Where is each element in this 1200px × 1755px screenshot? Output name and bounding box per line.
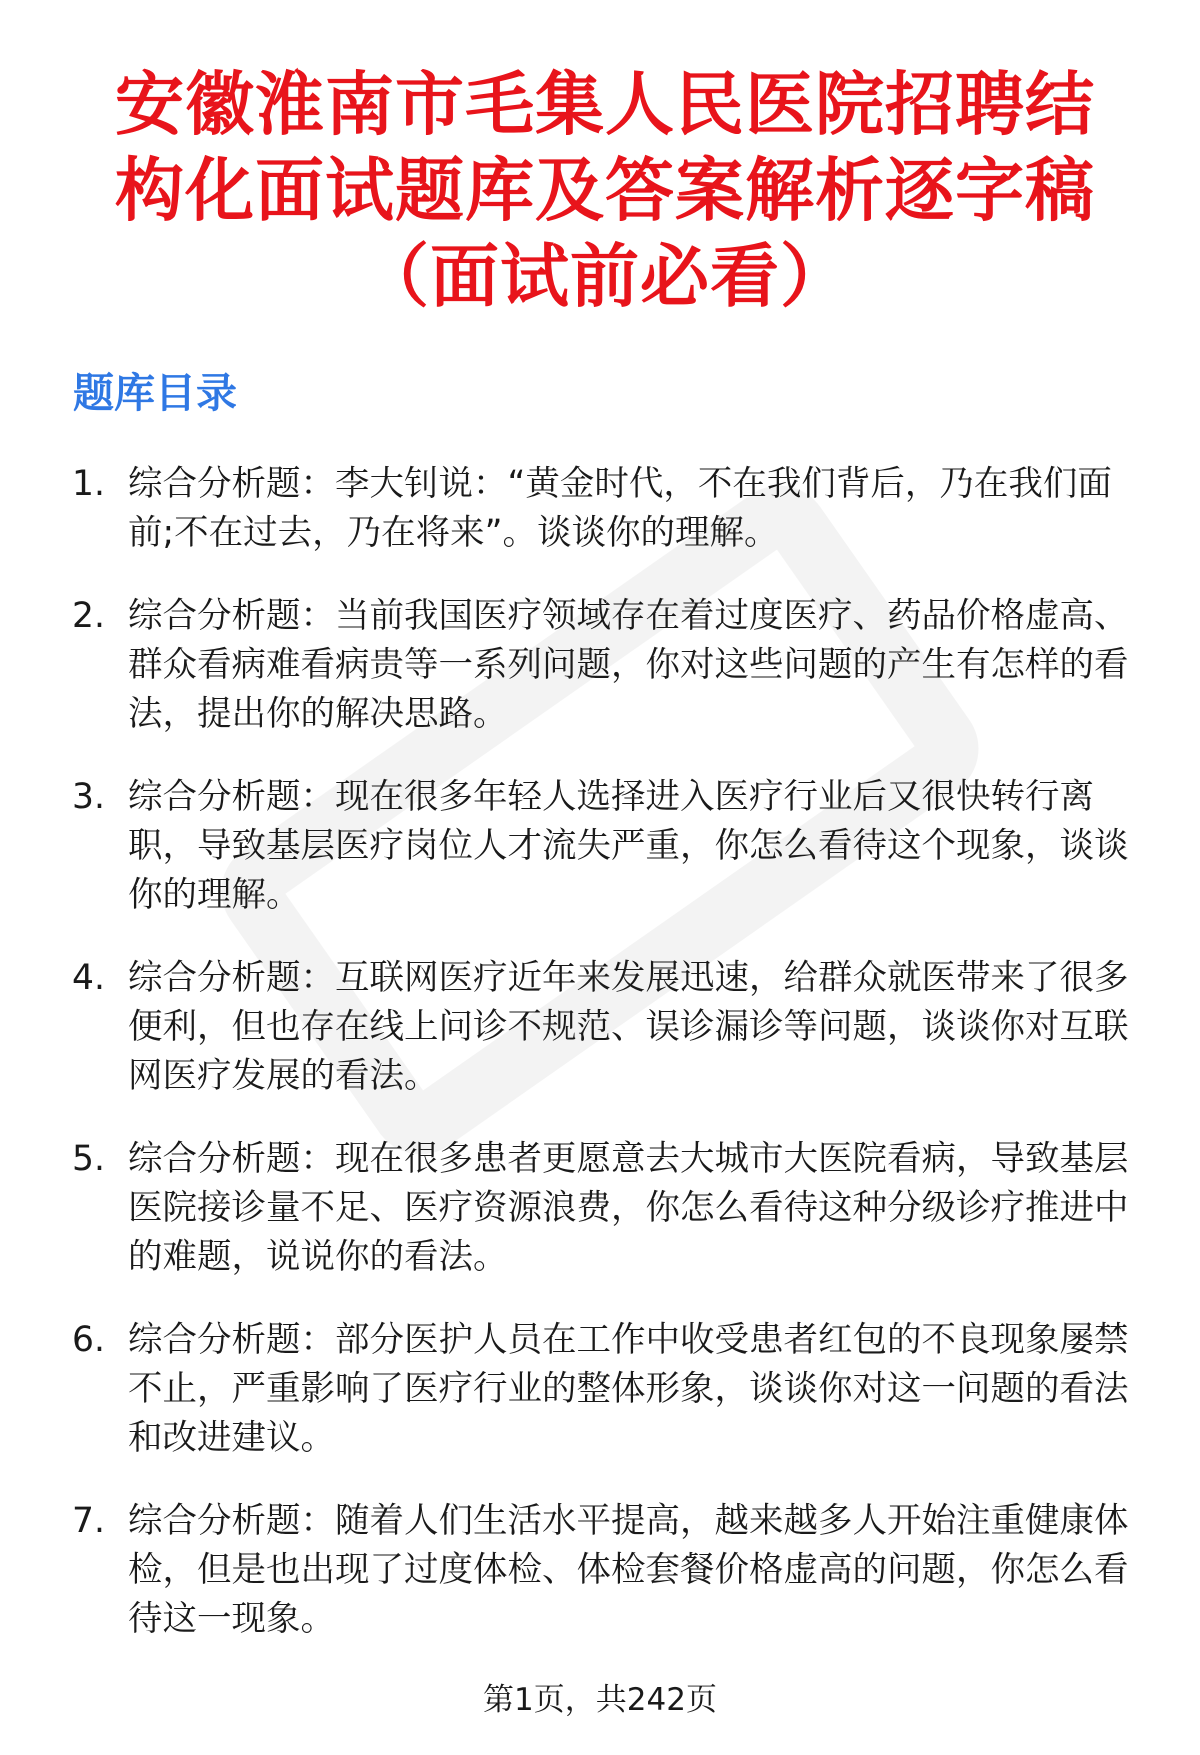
question-item-7 — [0, 1497, 1200, 1644]
question-text: 综合分析题：李大钊说：“黄金时代，不在我们背后，乃在我们面前;不在过去，乃在将来”。谈谈你的理解。 — [128, 464, 1112, 553]
question-number: 7. — [72, 1501, 105, 1541]
question-text: 综合分析题：现在很多年轻人选择进入医疗行业后又很快转行离职，导致基层医疗岗位人才流失严重，你怎么看待这个现象，谈谈你的理解。 — [128, 777, 1129, 915]
question-number: 3. — [72, 777, 105, 817]
question-text: 综合分析题：现在很多患者更愿意去大城市大医院看病，导致基层医院接诊量不足、医疗资源浪费，你怎么看待这种分级诊疗推进中的难题，说说你的看法。 — [128, 1139, 1129, 1277]
question-text: 综合分析题：当前我国医疗领域存在着过度医疗、药品价格虚高、群众看病难看病贵等一系列问题，你对这些问题的产生有怎样的看法，提出你的解决思路。 — [128, 596, 1129, 734]
question-number: 2. — [72, 596, 105, 636]
question-item-6 — [0, 1316, 1200, 1463]
page-footer: 第1页，共242页 — [483, 1682, 717, 1718]
section-heading-toc: 题库目录 — [73, 369, 237, 417]
question-item-4 — [0, 954, 1200, 1101]
question-number: 1. — [72, 464, 105, 504]
question-number: 6. — [72, 1320, 105, 1360]
question-number: 5. — [72, 1139, 105, 1179]
question-text: 综合分析题：随着人们生活水平提高，越来越多人开始注重健康体检，但是也出现了过度体检、体检套餐价格虚高的问题，你怎么看待这一现象。 — [128, 1501, 1129, 1639]
question-item-2 — [0, 592, 1200, 739]
question-text: 综合分析题：互联网医疗近年来发展迅速，给群众就医带来了很多便利，但也存在线上问诊不规范、误诊漏诊等问题，谈谈你对互联网医疗发展的看法。 — [128, 958, 1129, 1096]
question-item-1 — [0, 460, 1200, 558]
question-item-5 — [0, 1135, 1200, 1282]
question-number: 4. — [72, 958, 105, 998]
question-item-3 — [0, 773, 1200, 920]
question-list — [0, 460, 1200, 1678]
document-title: 安徽淮南市毛集人民医院招聘结构化面试题库及答案解析逐字稿（面试前必看） — [115, 65, 1095, 317]
question-text: 综合分析题：部分医护人员在工作中收受患者红包的不良现象屡禁不止，严重影响了医疗行业的整体形象，谈谈你对这一问题的看法和改进建议。 — [128, 1320, 1129, 1458]
